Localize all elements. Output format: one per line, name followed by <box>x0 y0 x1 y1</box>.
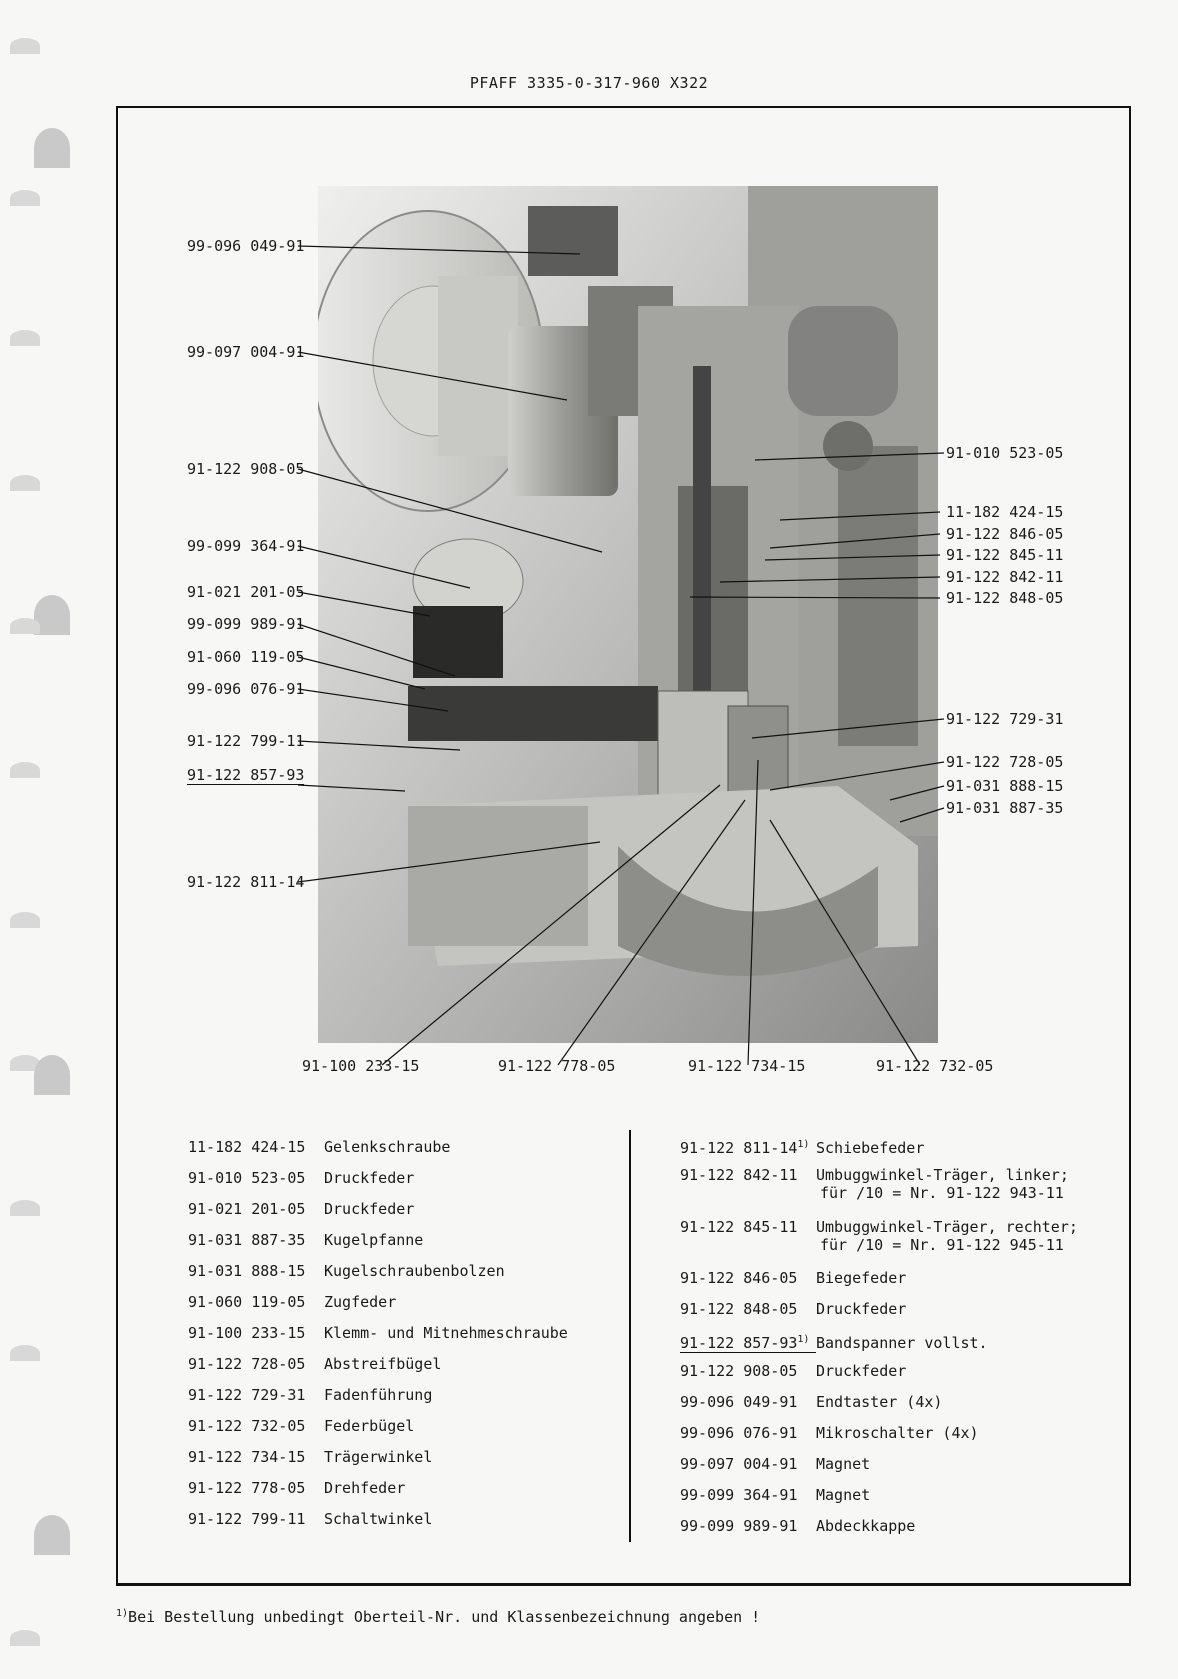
callout-label: 91-122 732-05 <box>876 1057 994 1075</box>
part-description: Endtaster (4x) <box>816 1393 943 1411</box>
part-number: 91-060 119-05 <box>188 1293 306 1311</box>
parts-row <box>680 1393 942 1411</box>
part-number: 99-097 004-91 <box>680 1455 798 1473</box>
part-description: Gelenkschraube <box>324 1138 451 1156</box>
callout-label: 91-031 888-15 <box>946 777 1064 795</box>
part-description-note: für /10 = Nr. 91-122 943-11 <box>820 1184 1064 1202</box>
parts-row <box>188 1293 396 1311</box>
parts-row <box>680 1424 979 1442</box>
parts-row <box>188 1138 450 1156</box>
callout-label: 91-122 728-05 <box>946 753 1064 771</box>
part-description: Kugelschraubenbolzen <box>324 1262 505 1280</box>
part-description: Schaltwinkel <box>324 1510 433 1528</box>
part-description: Bandspanner vollst. <box>816 1334 988 1352</box>
punch-hole <box>10 1630 40 1646</box>
parts-row <box>188 1417 414 1435</box>
footnote-text: Bei Bestellung unbedingt Oberteil-Nr. und Klassenbezeichnung angeben ! <box>128 1608 761 1626</box>
callout-label: 91-122 845-11 <box>946 546 1064 564</box>
callout-label: 91-021 201-05 <box>187 583 305 601</box>
callout-label: 91-122 811-14 <box>187 873 305 891</box>
part-description: Fadenführung <box>324 1386 433 1404</box>
punch-hole <box>10 912 40 928</box>
parts-row <box>188 1169 414 1187</box>
punch-hole <box>10 330 40 346</box>
part-description: Abstreifbügel <box>324 1355 442 1373</box>
part-description: Zugfeder <box>324 1293 397 1311</box>
punch-hole <box>10 38 40 54</box>
part-number: 91-122 799-11 <box>188 1510 306 1528</box>
part-number: 91-122 728-05 <box>188 1355 306 1373</box>
part-description: Magnet <box>816 1486 871 1504</box>
callout-label: 91-100 233-15 <box>302 1057 420 1075</box>
part-description: Umbuggwinkel-Träger, linker; <box>816 1166 1069 1184</box>
punch-hole <box>10 618 40 634</box>
punch-hole <box>34 1055 70 1095</box>
parts-row <box>188 1355 441 1373</box>
machine-photo <box>318 186 938 1043</box>
parts-row <box>680 1362 906 1380</box>
parts-row <box>680 1455 870 1473</box>
parts-row <box>680 1486 870 1504</box>
part-description: Federbügel <box>324 1417 415 1435</box>
callout-label: 91-010 523-05 <box>946 444 1064 462</box>
callout-label: 91-122 778-05 <box>498 1057 616 1075</box>
part-number: 91-021 201-05 <box>188 1200 306 1218</box>
footnote-mark: 1) <box>116 1608 129 1619</box>
part-number: 91-122 842-11 <box>680 1166 798 1184</box>
part-description-note: für /10 = Nr. 91-122 945-11 <box>820 1236 1064 1254</box>
parts-row <box>188 1231 423 1249</box>
part-number: 91-100 233-15 <box>188 1324 306 1342</box>
part-description: Kugelpfanne <box>324 1231 424 1249</box>
part-description: Schiebefeder <box>816 1139 925 1157</box>
part-description: Abdeckkappe <box>816 1517 916 1535</box>
part-number: 91-122 857-93$^{1)}$ <box>680 1331 816 1353</box>
part-number: 91-031 887-35 <box>188 1231 306 1249</box>
part-description: Klemm- und Mitnehmeschraube <box>324 1324 568 1342</box>
punch-hole <box>10 1200 40 1216</box>
part-number: 99-099 989-91 <box>680 1517 798 1535</box>
part-description: Druckfeder <box>816 1300 907 1318</box>
callout-label: 99-096 076-91 <box>187 680 305 698</box>
punch-hole <box>10 762 40 778</box>
part-description: Trägerwinkel <box>324 1448 433 1466</box>
part-number: 11-182 424-15 <box>188 1138 306 1156</box>
parts-row <box>188 1510 432 1528</box>
footnote-mark: 1) <box>797 1139 810 1150</box>
part-description: Drehfeder <box>324 1479 406 1497</box>
punch-hole <box>10 190 40 206</box>
callout-label: 91-122 848-05 <box>946 589 1064 607</box>
column-divider <box>629 1130 631 1542</box>
part-number: 99-096 049-91 <box>680 1393 798 1411</box>
part-number: 99-096 076-91 <box>680 1424 798 1442</box>
footnote-mark: 1) <box>797 1334 810 1345</box>
punch-hole <box>34 128 70 168</box>
part-description: Mikroschalter (4x) <box>816 1424 979 1442</box>
parts-row <box>188 1386 432 1404</box>
part-description: Magnet <box>816 1455 871 1473</box>
parts-row <box>680 1136 924 1157</box>
callout-label: 91-122 842-11 <box>946 568 1064 586</box>
callout-label: 99-096 049-91 <box>187 237 305 255</box>
part-number: 91-122 848-05 <box>680 1300 798 1318</box>
parts-row <box>188 1262 505 1280</box>
part-description: Umbuggwinkel-Träger, rechter; <box>816 1218 1078 1236</box>
callout-label: 91-122 734-15 <box>688 1057 806 1075</box>
callout-label: 91-122 908-05 <box>187 460 305 478</box>
part-number: 91-122 732-05 <box>188 1417 306 1435</box>
callout-label: 11-182 424-15 <box>946 503 1064 521</box>
page-header: PFAFF 3335-0-317-960 X322 <box>469 74 709 92</box>
punch-hole <box>34 1515 70 1555</box>
parts-row <box>680 1269 906 1287</box>
parts-row <box>188 1479 405 1497</box>
parts-row <box>680 1166 1069 1202</box>
part-description: Druckfeder <box>324 1200 415 1218</box>
part-description: Druckfeder <box>816 1362 907 1380</box>
parts-row <box>188 1324 568 1342</box>
callout-label: 91-031 887-35 <box>946 799 1064 817</box>
callout-label: 91-122 846-05 <box>946 525 1064 543</box>
part-number: 91-122 811-14$^{1)}$ <box>680 1139 810 1157</box>
parts-row <box>188 1448 432 1466</box>
callout-label: 91-122 799-11 <box>187 732 305 750</box>
callout-label: 91-122 857-93 <box>187 766 305 784</box>
callout-label: 99-099 989-91 <box>187 615 305 633</box>
parts-row <box>188 1200 414 1218</box>
part-description: Druckfeder <box>324 1169 415 1187</box>
parts-row <box>680 1517 915 1535</box>
callout-label: 99-097 004-91 <box>187 343 305 361</box>
part-number: 91-122 778-05 <box>188 1479 306 1497</box>
parts-row <box>680 1300 906 1318</box>
part-number: 91-122 845-11 <box>680 1218 798 1236</box>
part-number: 91-122 908-05 <box>680 1362 798 1380</box>
punch-hole <box>10 475 40 491</box>
callout-label: 91-060 119-05 <box>187 648 305 666</box>
part-number: 91-010 523-05 <box>188 1169 306 1187</box>
callout-label: 99-099 364-91 <box>187 537 305 555</box>
callout-label: 91-122 729-31 <box>946 710 1064 728</box>
part-description: Biegefeder <box>816 1269 907 1287</box>
parts-row <box>680 1218 1078 1254</box>
part-number: 91-122 846-05 <box>680 1269 798 1287</box>
punch-hole <box>10 1345 40 1361</box>
part-number: 91-031 888-15 <box>188 1262 306 1280</box>
part-number: 91-122 734-15 <box>188 1448 306 1466</box>
part-number: 91-122 729-31 <box>188 1386 306 1404</box>
footnote <box>116 1608 760 1626</box>
parts-row <box>680 1331 988 1353</box>
part-number: 99-099 364-91 <box>680 1486 798 1504</box>
